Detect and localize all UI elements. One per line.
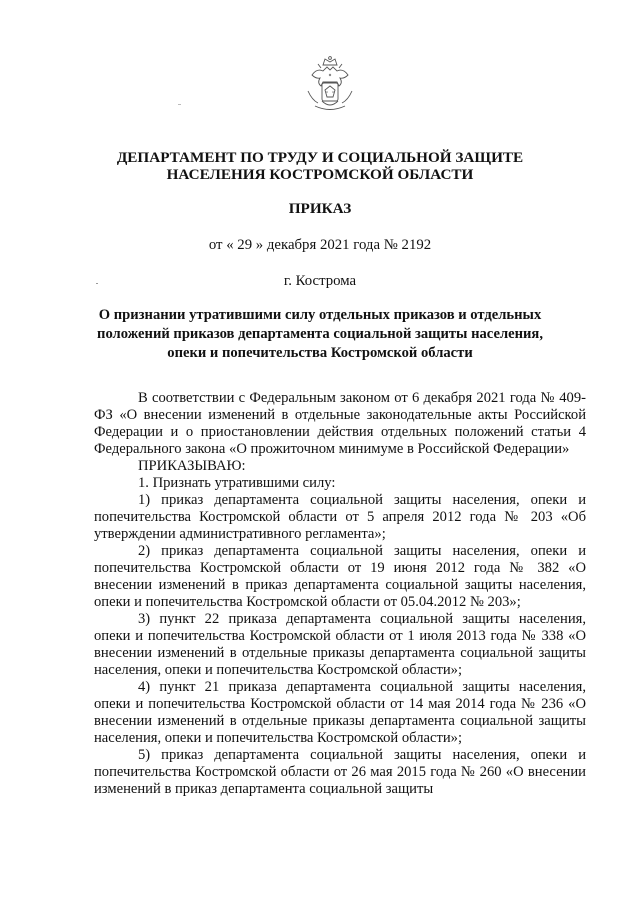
sub-item-1: 1) приказ департамента социальной защиты населения, опеки и попечительства Костромской области от 5 апреля 2012 года № 203 «Об утверждении административного регламента»; [94, 492, 586, 542]
sub-item-2: 2) приказ департамента социальной защиты населения, опеки и попечительства Костромской области от 19 июня 2012 года № 382 «О внесении изменений в приказ департамента социальной защиты населения, опеки и попечительства Костромской области от 05.04.2012 № 203»; [94, 543, 586, 610]
coat-of-arms-icon [303, 55, 357, 115]
subject-line1: О признании утратившими силу отдельных приказов и отдельных [98, 307, 542, 323]
document-body [94, 390, 586, 798]
preamble-paragraph: В соответствии с Федеральным законом от 6 декабря 2021 года № 409-ФЗ «О внесении изменений в отдельные законодательные акты Российской Федерации и о приостановлении действия отдельных положений статьи 4 Федерального закона «О прожиточном минимуме в Российской Федерации» [94, 390, 586, 457]
subject-line2: положений приказов департамента социальной защиты населения, [97, 326, 543, 342]
order-word: ПРИКАЗЫВАЮ: [138, 458, 246, 474]
document-type: ПРИКАЗ [288, 200, 352, 217]
sub-item-4: 4) пункт 21 приказа департамента социальной защиты населения, опеки и попечительства Костромской области от 14 мая 2014 года № 236 «О внесении изменений в отдельные приказы департамента социальной защиты населения, опеки и попечительства Костромской области»; [94, 679, 586, 746]
scan-speck [178, 104, 181, 105]
document-date-number: от « 29 » декабря 2021 года № 2192 [208, 237, 432, 253]
department-title-line1: ДЕПАРТАМЕНТ ПО ТРУДУ И СОЦИАЛЬНОЙ ЗАЩИТЕ [116, 149, 524, 166]
item-1: 1. Признать утратившими силу: [138, 475, 336, 491]
sub-item-5: 5) приказ департамента социальной защиты населения, опеки и попечительства Костромской области от 26 мая 2015 года № 260 «О внесении изменений в приказ департамента социальной защиты [94, 747, 586, 797]
sub-item-3: 3) пункт 22 приказа департамента социальной защиты населения, опеки и попечительства Костромской области от 1 июля 2013 года № 338 «О внесении изменений в отдельные приказы департамента социальной защиты населения, опеки и попечительства Костромской области»; [94, 611, 586, 678]
department-title-line2: НАСЕЛЕНИЯ КОСТРОМСКОЙ ОБЛАСТИ [166, 166, 474, 183]
document-city: г. Кострома [283, 273, 357, 289]
subject-line3: опеки и попечительства Костромской области [167, 345, 473, 361]
